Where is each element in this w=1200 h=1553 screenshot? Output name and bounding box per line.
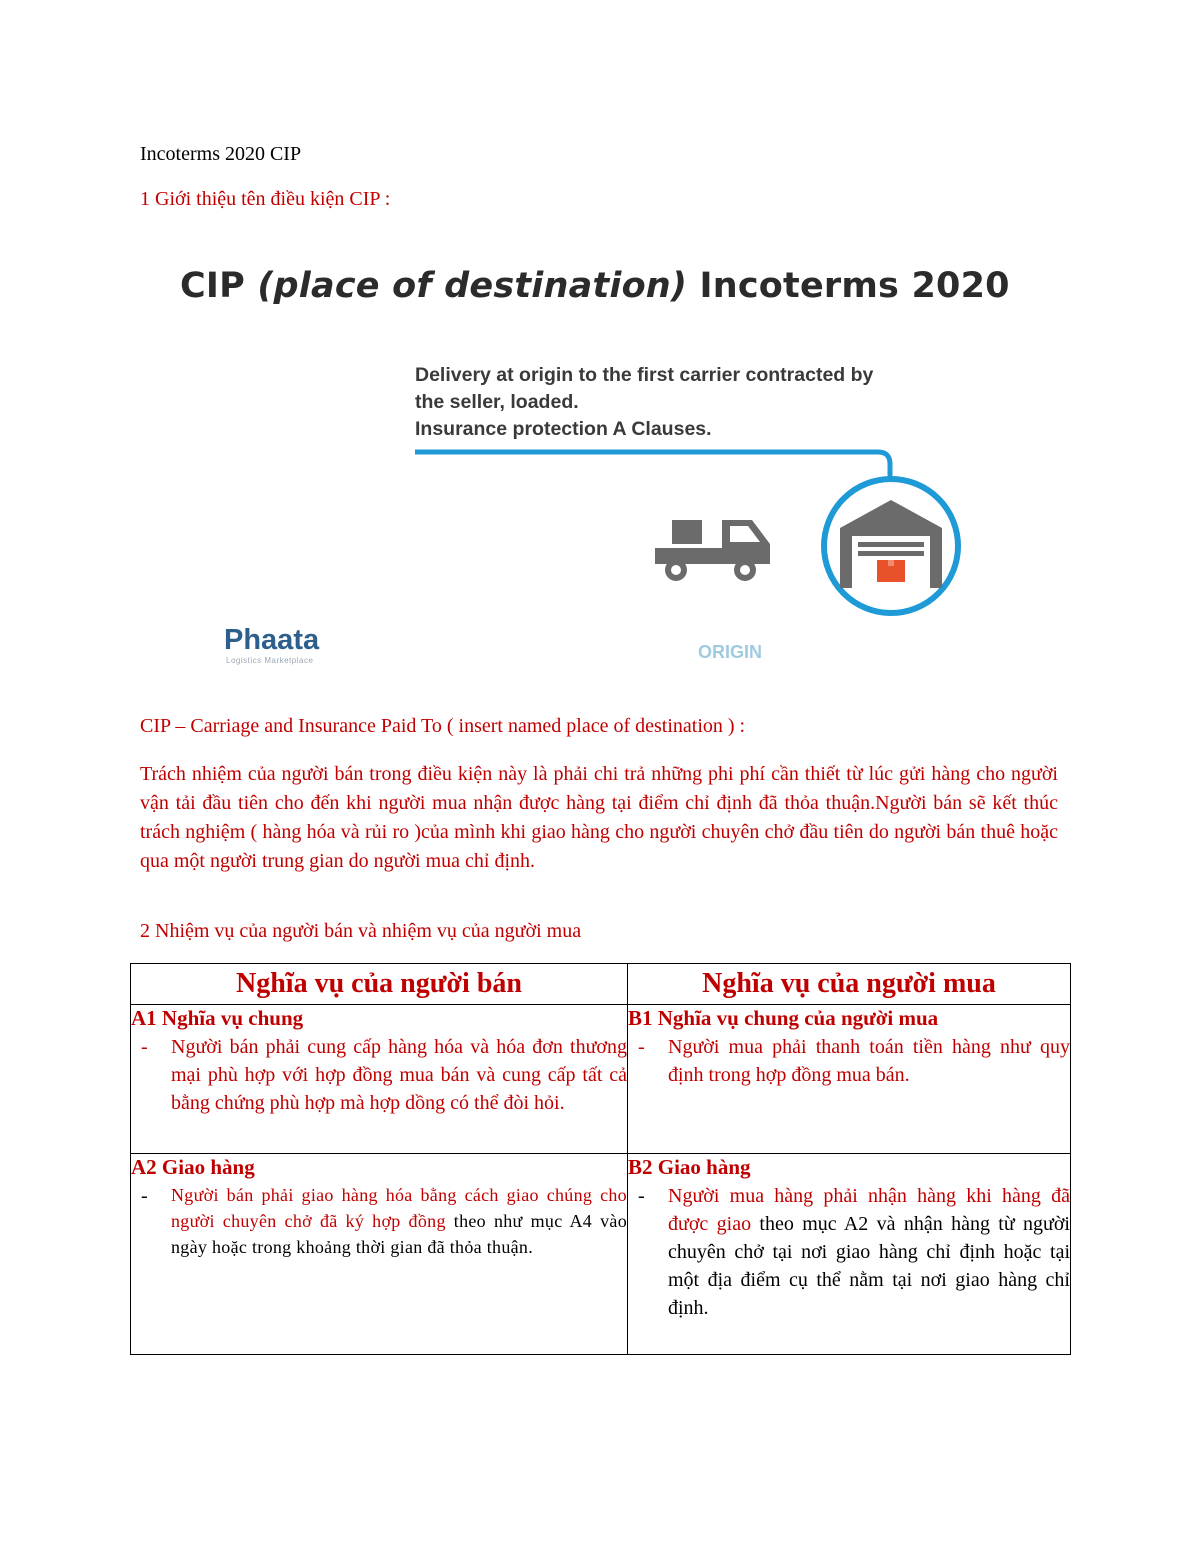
- b2-text: [668, 1182, 1070, 1322]
- table-row: [131, 1154, 1071, 1355]
- figure-title: CIP (place of destination) Incoterms 2020: [180, 266, 1010, 306]
- dash: -: [638, 1185, 645, 1207]
- figure-desc-line-2: the seller, loaded.: [415, 391, 579, 413]
- a2-title: A2 Giao hàng: [131, 1155, 255, 1179]
- cell-a1: [131, 1005, 628, 1154]
- phaata-logo-subtitle: Logistics Marketplace: [226, 656, 314, 665]
- list-item: [628, 1033, 1070, 1089]
- b1-text: Người mua phải thanh toán tiền hàng như quy định trong hợp đồng mua bán.: [668, 1036, 1070, 1086]
- table-row: [131, 1005, 1071, 1154]
- a2-text-red: Người bán phải giao hàng hóa bằng cách giao chúng cho người chuyên chở đã ký hợp đồng: [171, 1185, 627, 1231]
- b2-text-black: theo mục A2 và nhận hàng từ người chuyên chở tại nơi giao hàng chỉ định hoặc tại một địa điểm cụ thể nằm tại nơi giao hàng chỉ định.: [668, 1213, 1070, 1319]
- figure-desc-line-3: Insurance protection A Clauses.: [415, 418, 712, 440]
- section-1-title: 1 Giới thiệu tên điều kiện CIP :: [140, 188, 391, 210]
- b1-title: B1 Nghĩa vụ chung của người mua: [628, 1006, 939, 1030]
- list-item: [131, 1033, 627, 1117]
- truck-icon: [655, 520, 770, 581]
- table-header-row: [131, 964, 1071, 1005]
- connector-line: [415, 452, 890, 484]
- dash: -: [141, 1185, 148, 1207]
- a2-text-black: theo như mục A4 vào ngày hoặc trong khoảng thời gian đã thỏa thuận.: [171, 1211, 627, 1257]
- list-item: [131, 1182, 627, 1260]
- dash: -: [638, 1036, 645, 1058]
- phaata-logo: Phaata: [224, 624, 320, 656]
- seller-header: Nghĩa vụ của người bán: [131, 964, 628, 1005]
- a2-text: [171, 1182, 627, 1260]
- b2-title: B2 Giao hàng: [628, 1155, 751, 1179]
- list-item: [628, 1182, 1070, 1322]
- dash: -: [141, 1036, 148, 1058]
- section-2-title: 2 Nhiệm vụ của người bán và nhiệm vụ của người mua: [140, 920, 582, 942]
- figure-graphics: [0, 0, 1200, 700]
- buyer-header: Nghĩa vụ của người mua: [628, 964, 1071, 1005]
- figure-desc-line-1: Delivery at origin to the first carrier contracted by: [415, 364, 874, 386]
- obligations-table: [130, 963, 1071, 1355]
- a1-title: A1 Nghĩa vụ chung: [131, 1006, 304, 1030]
- document-heading: Incoterms 2020 CIP: [140, 143, 302, 165]
- responsibility-paragraph: Trách nhiệm của người bán trong điều kiện này là phải chi trả những phi phí cần thiết từ lúc gửi hàng cho người vận tải đầu tiên cho đến khi người mua nhận được hàng tại điểm chỉ định đã thỏa thuận.Người bán sẽ kết thúc trách nghiệm ( hàng hóa và rủi ro )của mình khi giao hàng cho người chuyên chở đầu tiên do người bán thuê hoặc qua một người trung gian do người mua chỉ định.: [140, 763, 1058, 872]
- cell-b1: [628, 1005, 1071, 1154]
- b2-text-red: Người mua hàng phải nhận hàng khi hàng đã được giao: [668, 1185, 1070, 1235]
- origin-label: ORIGIN: [698, 642, 763, 662]
- a1-text: Người bán phải cung cấp hàng hóa và hóa đơn thương mại phù hợp với hợp đồng mua bán và cung cấp tất cả bằng chứng phù hợp mà hợp dồng có thể đòi hỏi.: [171, 1036, 627, 1114]
- cip-definition: CIP – Carriage and Insurance Paid To ( insert named place of destination ) :: [140, 715, 746, 737]
- cell-b2: [628, 1154, 1071, 1355]
- cell-a2: [131, 1154, 628, 1355]
